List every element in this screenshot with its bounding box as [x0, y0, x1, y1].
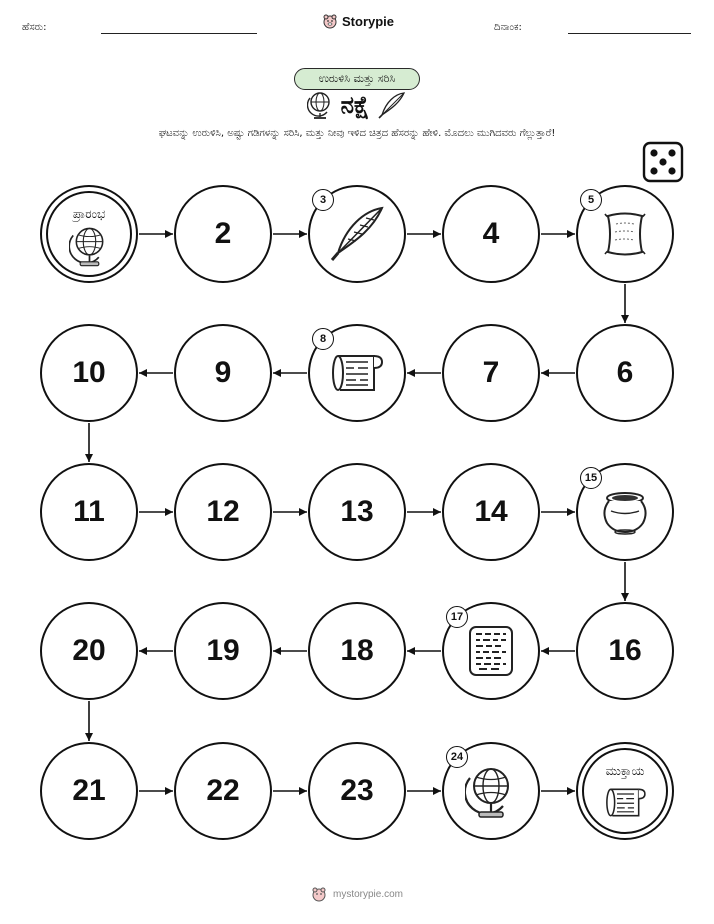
board-space-24	[442, 742, 540, 840]
board-space-2	[174, 185, 272, 283]
space-number: 12	[206, 495, 240, 528]
tablet-icon	[465, 623, 517, 679]
space-number-badge: 8	[312, 328, 334, 350]
space-number: 21	[72, 774, 106, 807]
board-space-22	[174, 742, 272, 840]
path-arrow	[541, 230, 575, 238]
board-space-10	[40, 324, 138, 422]
storypie-mascot-icon	[311, 886, 327, 902]
path-arrow	[273, 508, 307, 516]
scroll-icon	[603, 783, 648, 822]
board-space-8	[308, 324, 406, 422]
space-number-badge: 24	[446, 746, 468, 768]
subtitle-pill: ಉರುಳಿಸಿ ಮತ್ತು ಸರಿಸಿ	[294, 68, 420, 90]
board-space-3	[308, 185, 406, 283]
path-arrow	[273, 787, 307, 795]
space-number: 6	[616, 356, 634, 389]
date-label: ದಿನಾಂಕ:	[494, 22, 522, 33]
board-space-12	[174, 463, 272, 561]
space-number: 9	[214, 356, 232, 389]
space-number-badge: 3	[312, 189, 334, 211]
scroll-icon	[328, 348, 386, 398]
path-arrow	[621, 562, 629, 601]
path-arrow	[407, 369, 441, 377]
path-arrow	[139, 508, 173, 516]
space-number: 16	[608, 634, 642, 667]
path-arrow	[541, 369, 575, 377]
path-arrow	[139, 230, 173, 238]
board-space-9	[174, 324, 272, 422]
finish-label: ಮುಕ್ತಾಯ	[605, 764, 645, 778]
space-number: 13	[340, 495, 374, 528]
instructions: ಘಟವನ್ನು ಉರುಳಿಸಿ, ಅಷ್ಟು ಗಡಿಗಳನ್ನು ಸರಿಸಿ, ಮತ್ತು ನೀವು ಇಳಿದ ಚಿತ್ರದ ಹೆಸರನ್ನು ಹೇಳಿ. ಮೊದಲು ಮುಗಿದವರು ಗೆಲ್ಲುತ್ತಾರೆ!	[158, 128, 556, 139]
space-number: 11	[73, 495, 105, 528]
start-space	[40, 185, 138, 283]
globe-icon	[465, 762, 517, 820]
parchment-icon	[600, 208, 650, 260]
page-title: ನಕ್ಷೆ	[340, 91, 370, 119]
board-space-4	[442, 185, 540, 283]
space-number: 10	[72, 356, 106, 389]
quill-icon	[326, 203, 388, 265]
path-arrow	[273, 369, 307, 377]
space-number-badge: 5	[580, 189, 602, 211]
path-arrow	[139, 787, 173, 795]
board-space-6	[576, 324, 674, 422]
path-arrow	[139, 647, 173, 655]
path-arrow	[541, 647, 575, 655]
finish-space	[576, 742, 674, 840]
board-space-19	[174, 602, 272, 700]
space-number: 22	[206, 774, 240, 807]
board-space-15	[576, 463, 674, 561]
space-number: 2	[214, 217, 232, 250]
board-space-7	[442, 324, 540, 422]
space-number: 4	[482, 217, 500, 250]
space-number-badge: 17	[446, 606, 468, 628]
board-space-14	[442, 463, 540, 561]
space-number-badge: 15	[580, 467, 602, 489]
board-space-5	[576, 185, 674, 283]
footer	[0, 886, 714, 902]
board-space-13	[308, 463, 406, 561]
path-arrow	[407, 787, 441, 795]
globe-icon	[69, 223, 110, 268]
path-arrow	[621, 284, 629, 323]
path-arrow	[407, 230, 441, 238]
path-arrow	[85, 423, 93, 462]
path-arrow	[139, 369, 173, 377]
path-arrow	[541, 508, 575, 516]
board-space-18	[308, 602, 406, 700]
board-space-20	[40, 602, 138, 700]
pot-icon	[599, 489, 651, 535]
name-label: ಹೆಸರು:	[22, 22, 47, 33]
space-number: 7	[482, 356, 500, 389]
space-number: 23	[340, 774, 374, 807]
board-space-11	[40, 463, 138, 561]
board-space-17	[442, 602, 540, 700]
space-number: 18	[340, 634, 374, 667]
path-arrow	[407, 647, 441, 655]
start-label: ಪ್ರಾರಂಭ	[72, 207, 106, 221]
space-number: 14	[474, 495, 508, 528]
path-arrow	[85, 701, 93, 741]
footer-url[interactable]: mystorypie.com	[332, 888, 403, 900]
path-arrow	[407, 508, 441, 516]
space-number: 19	[206, 634, 240, 667]
brand-name: Storypie	[342, 13, 395, 29]
path-arrow	[273, 230, 307, 238]
board-space-16	[576, 602, 674, 700]
board-space-23	[308, 742, 406, 840]
path-arrow	[541, 787, 575, 795]
board-space-21	[40, 742, 138, 840]
space-number: 20	[72, 634, 106, 667]
path-arrow	[273, 647, 307, 655]
